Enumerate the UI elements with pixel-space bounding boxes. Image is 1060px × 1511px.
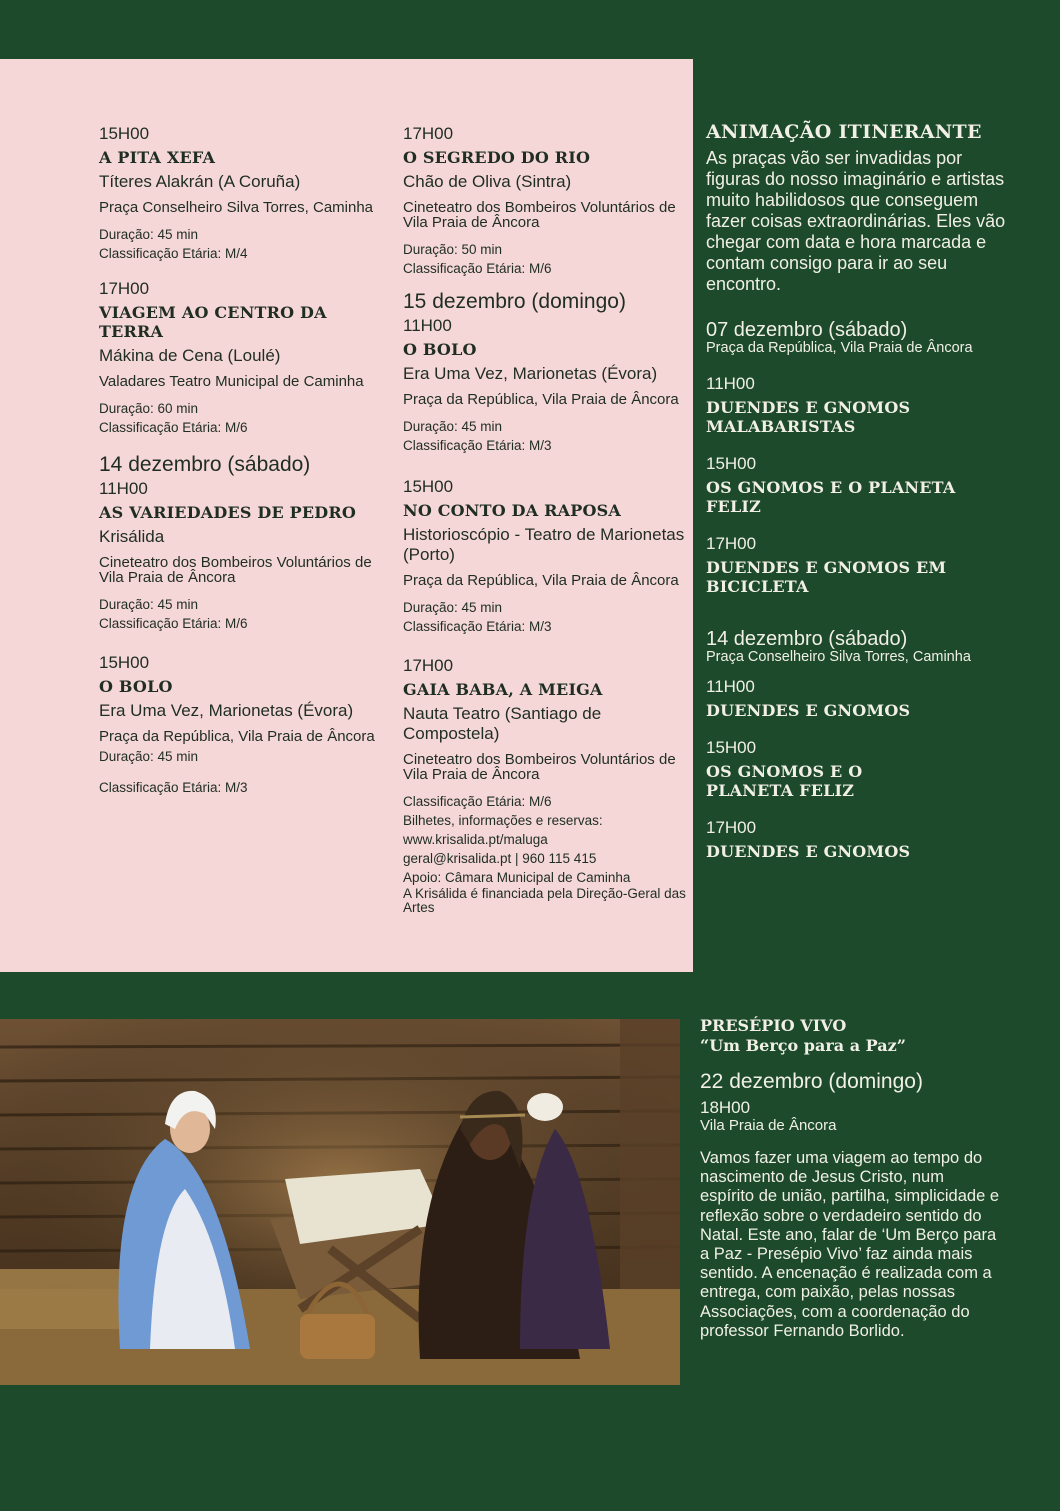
event-duration: Duração: 60 min	[99, 401, 199, 416]
event-card	[99, 479, 389, 633]
event-rating: Classificação Etária: M/3	[99, 780, 248, 795]
event-title: GAIA BABA, A MEIGA	[403, 680, 603, 699]
event-card	[403, 316, 688, 455]
event-time: 17H00	[99, 279, 150, 298]
event-venue: Praça Conselheiro Silva Torres, Caminha	[99, 199, 374, 216]
presepio-day: 22 dezembro (domingo)	[700, 1070, 923, 1093]
event-title: AS VARIEDADES DE PEDRO	[99, 503, 356, 522]
event-card	[403, 656, 688, 915]
event-rating: Classificação Etária: M/4	[99, 246, 248, 261]
event-time: 15H00	[99, 124, 150, 143]
slot-title: DUENDES E GNOMOS	[706, 701, 911, 720]
slot-title: OS GNOMOS E O PLANETA FELIZ	[706, 478, 956, 516]
event-time: 15H00	[99, 653, 150, 672]
event-venue: Cineteatro dos Bombeiros Voluntários de Vila Praia de Âncora	[99, 554, 372, 586]
event-card	[99, 653, 389, 797]
contact-info[interactable]: geral@krisalida.pt | 960 115 415	[403, 851, 597, 866]
event-rating: Classificação Etária: M/3	[403, 619, 552, 634]
day-heading: 15 dezembro (domingo)	[403, 290, 626, 313]
event-company: Mákina de Cena (Loulé)	[99, 346, 281, 365]
event-company: Títeres Alakrán (A Coruña)	[99, 172, 301, 191]
event-venue: Praça da República, Vila Praia de Âncora	[99, 728, 375, 745]
presepio-time: 18H00	[700, 1098, 751, 1117]
event-title: O BOLO	[99, 677, 173, 696]
presepio-description: Vamos fazer uma viagem ao tempo do nascimento de Jesus Cristo, num espírito de união, partilha, simplicidade e reflexão sobre o verdadeiro sentido do Natal. Este ano, falar de ‘Um Berço para a Paz - Presépio Vivo’ faz ainda mais sentido. A encenação é realizada com a entrega, com paixão, pelas nossas Associações, com a coordenação do professor Fernando Borlido.	[700, 1149, 1000, 1340]
event-company: Historioscópio - Teatro de Marionetas (Porto)	[403, 525, 685, 564]
slot-time: 11H00	[706, 374, 755, 393]
section-title: ANIMAÇÃO ITINERANTE	[706, 121, 982, 143]
event-time: 11H00	[99, 479, 148, 498]
support-info: Apoio: Câmara Municipal de Caminha	[403, 870, 631, 885]
slot-time: 17H00	[706, 534, 757, 553]
credits	[403, 792, 688, 915]
event-rating: Classificação Etária: M/6	[99, 420, 248, 435]
presepio-section	[700, 1016, 1000, 1341]
event-rating: Classificação Etária: M/6	[403, 261, 552, 276]
event-venue: Cineteatro dos Bombeiros Voluntários de Vila Praia de Âncora	[403, 751, 676, 783]
event-venue: Cineteatro dos Bombeiros Voluntários de Vila Praia de Âncora	[403, 199, 676, 231]
event-title: VIAGEM AO CENTRO DA TERRA	[99, 303, 327, 341]
funding-info: A Krisálida é financiada pela Direção-Geral das Artes	[403, 886, 686, 915]
program-column-left	[99, 124, 389, 813]
event-title: NO CONTO DA RAPOSA	[403, 501, 621, 520]
presepio-title-block	[700, 1016, 1000, 1056]
program-column-right	[403, 124, 688, 931]
event-company: Krisálida	[99, 527, 165, 546]
event-time: 15H00	[403, 477, 454, 496]
event-card	[99, 124, 389, 263]
event-company: Nauta Teatro (Santiago de Compostela)	[403, 704, 602, 743]
event-rating: Classificação Etária: M/3	[403, 438, 552, 453]
event-venue: Praça da República, Vila Praia de Âncora	[403, 391, 679, 408]
event-time: 17H00	[403, 656, 454, 675]
event-duration: Duração: 50 min	[403, 242, 503, 257]
day-heading: 07 dezembro (sábado)	[706, 319, 908, 341]
slot-time: 15H00	[706, 738, 757, 757]
event-duration: Duração: 45 min	[99, 227, 199, 242]
event-company: Era Uma Vez, Marionetas (Évora)	[99, 701, 354, 720]
slot-time: 11H00	[706, 677, 755, 696]
event-card	[403, 477, 688, 636]
event-company: Chão de Oliva (Sintra)	[403, 172, 572, 191]
presepio-place: Vila Praia de Âncora	[700, 1117, 837, 1134]
event-venue: Praça da República, Vila Praia de Âncora	[403, 572, 679, 589]
event-duration: Duração: 45 min	[99, 597, 199, 612]
slot-title: DUENDES E GNOMOS EM BICICLETA	[706, 558, 947, 596]
tickets-info: Bilhetes, informações e reservas:	[403, 813, 603, 828]
event-venue: Valadares Teatro Municipal de Caminha	[99, 373, 364, 390]
event-title: A PITA XEFA	[99, 148, 216, 167]
slot-time: 15H00	[706, 454, 757, 473]
section-intro: As praças vão ser invadidas por figuras do nosso imaginário e artistas muito habilidosos que conseguem fazer coisas extraordinárias. Eles vão chegar com data e hora marcada e contam consigo para ir ao seu encontro.	[706, 148, 1006, 294]
presepio-title: PRESÉPIO VIVO	[700, 1016, 847, 1035]
event-card	[99, 279, 389, 437]
event-time: 11H00	[403, 316, 452, 335]
event-title: O BOLO	[403, 340, 477, 359]
event-duration: Duração: 45 min	[99, 749, 199, 764]
presepio-subtitle: “Um Berço para a Paz”	[700, 1036, 906, 1055]
event-duration: Duração: 45 min	[403, 419, 503, 434]
event-rating: Classificação Etária: M/6	[99, 616, 248, 631]
event-duration: Duração: 45 min	[403, 600, 503, 615]
event-title: O SEGREDO DO RIO	[403, 148, 591, 167]
event-card	[403, 124, 688, 278]
website-link[interactable]: www.krisalida.pt/maluga	[403, 832, 548, 847]
slot-title: DUENDES E GNOMOS MALABARISTAS	[706, 398, 911, 436]
day-place: Praça Conselheiro Silva Torres, Caminha	[706, 649, 971, 665]
animacao-section	[706, 120, 1006, 879]
day-place: Praça da República, Vila Praia de Âncora	[706, 340, 973, 356]
slot-title: DUENDES E GNOMOS	[706, 842, 911, 861]
event-company: Era Uma Vez, Marionetas (Évora)	[403, 364, 658, 383]
day-heading: 14 dezembro (sábado)	[706, 628, 908, 650]
day-heading: 14 dezembro (sábado)	[99, 453, 311, 476]
event-time: 17H00	[403, 124, 454, 143]
slot-title: OS GNOMOS E O PLANETA FELIZ	[706, 762, 863, 800]
event-rating: Classificação Etária: M/6	[403, 794, 552, 809]
slot-time: 17H00	[706, 818, 757, 837]
nativity-photo	[0, 1019, 680, 1385]
